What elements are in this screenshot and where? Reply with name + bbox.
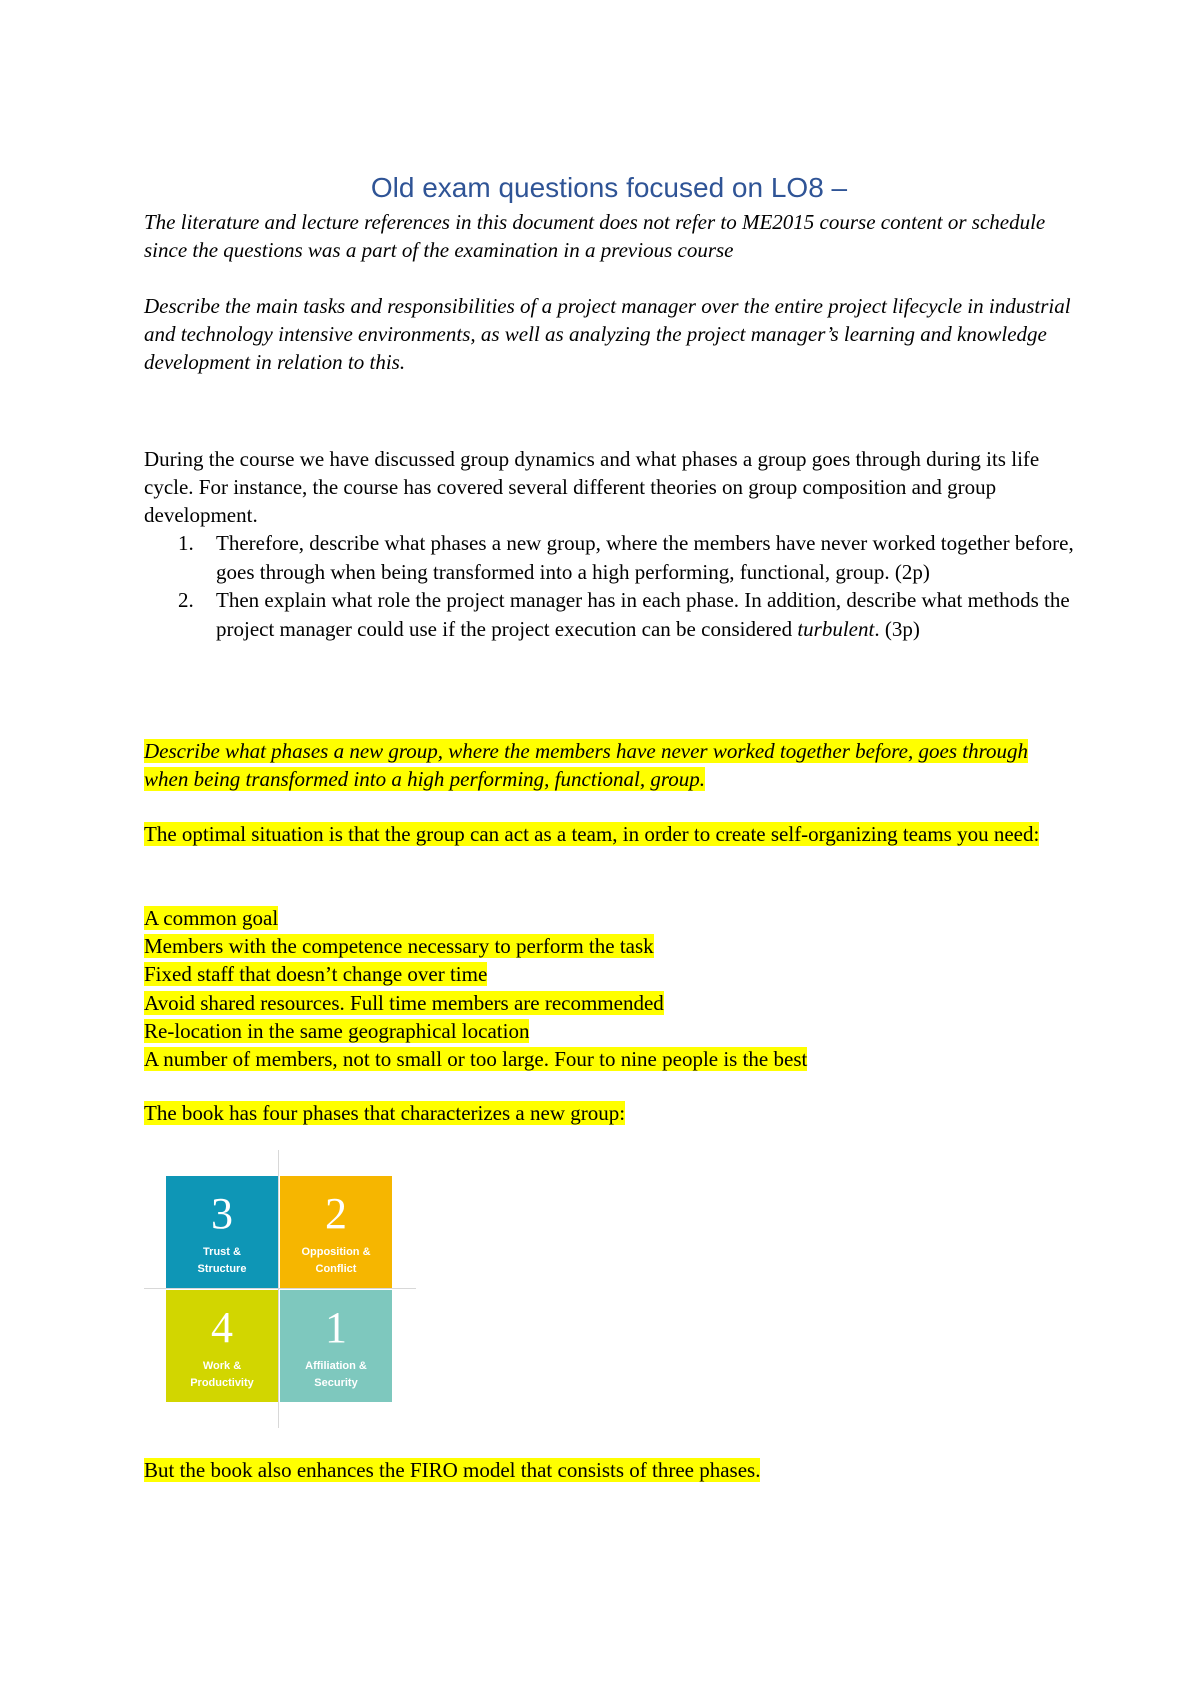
diagram-horizontal-axis (144, 1288, 416, 1289)
phase-2-opposition-conflict (280, 1176, 392, 1288)
phase-number: 1 (325, 1303, 347, 1352)
phase-number: 3 (211, 1189, 233, 1238)
highlighted-text: Members with the competence necessary to perform the task (144, 934, 654, 959)
phase-label (280, 1358, 392, 1392)
exam-question-1: Describe the main tasks and responsibilities of a project manager over the entire project lifecycle in industrial and technology intensive environments, as well as analyzing the project manager’s learning and knowledge development in relation to this. (144, 294, 1071, 374)
phase-label-line: Work & (202, 1360, 242, 1372)
list-item (144, 1017, 807, 1045)
question-part-2 (144, 586, 1074, 643)
exam-question-2-parts (144, 529, 1074, 643)
highlighted-text: Re-location in the same geographical location (144, 1018, 530, 1043)
phase-label-line: Trust & (203, 1246, 241, 1258)
phase-label-line: Productivity (190, 1377, 254, 1389)
question-part-points: . (3p) (874, 616, 920, 641)
phase-label-line: Opposition & (301, 1246, 371, 1258)
phase-label-line: Conflict (315, 1263, 357, 1275)
highlighted-text: A common goal (144, 906, 279, 930)
question-part-number: 1. (178, 531, 194, 555)
question-part-text: Therefore, describe what phases a new group, where the members have never worked together before, goes through when being transformed into a high performing, functional, group. (2p) (216, 531, 1074, 584)
phases-intro-text (144, 1099, 1074, 1127)
phase-number: 4 (211, 1303, 233, 1352)
phase-label-line: Structure (197, 1263, 247, 1275)
list-item (144, 1045, 807, 1073)
highlighted-text: Avoid shared resources. Full time members are recommended (144, 990, 664, 1015)
question-part-text: Then explain what role the project manager has in each phase. In addition, describe what methods the project manager could use if the project execution can be considered (216, 588, 1070, 641)
phase-1-affiliation-security (280, 1290, 392, 1402)
question-part-emphasis: turbulent (797, 616, 875, 641)
list-item (144, 904, 807, 932)
highlighted-text: But the book also enhances the FIRO model that consists of three phases. (144, 1458, 761, 1482)
group-phases-diagram (144, 1150, 419, 1430)
firo-model-text (144, 1456, 1074, 1484)
question-part-number: 2. (178, 588, 194, 612)
phase-label (166, 1244, 278, 1278)
disclaimer-note: The literature and lecture references in this document does not refer to ME2015 course content or schedule since the questions was a part of the examination in a previous course (144, 210, 1046, 262)
diagram-vertical-axis (278, 1150, 279, 1428)
list-item (144, 960, 807, 988)
highlighted-text: A number of members, not to small or too large. Four to nine people is the best (144, 1047, 808, 1072)
list-item (144, 932, 807, 960)
phase-3-trust-structure (166, 1176, 278, 1288)
document-title: Old exam questions focused on LO8 – (370, 172, 848, 203)
question-part-1 (144, 529, 1074, 586)
team-requirements-list (144, 904, 807, 1073)
phase-label (166, 1358, 278, 1392)
exam-question-2-intro: During the course we have discussed group dynamics and what phases a group goes through during its life cycle. For instance, the course has covered several different theories on group composition and group development. (144, 447, 1040, 527)
phase-number: 2 (325, 1189, 347, 1238)
list-item (144, 989, 807, 1017)
highlighted-text: The book has four phases that characterizes a new group: (144, 1101, 626, 1125)
highlighted-text: Describe what phases a new group, where the members have never worked together before, goes through when being transformed into a high performing, functional, group. (144, 739, 1028, 791)
phase-label-line: Security (314, 1377, 358, 1389)
phase-4-work-productivity (166, 1290, 278, 1402)
highlighted-text: The optimal situation is that the group can act as a team, in order to create self-organizing teams you need: (144, 822, 1040, 846)
highlighted-text: Fixed staff that doesn’t change over time (144, 962, 488, 987)
optimal-situation-text (144, 820, 1074, 848)
answer-heading (144, 737, 1074, 793)
phase-label-line: Affiliation & (305, 1360, 367, 1372)
phase-label (280, 1244, 392, 1278)
